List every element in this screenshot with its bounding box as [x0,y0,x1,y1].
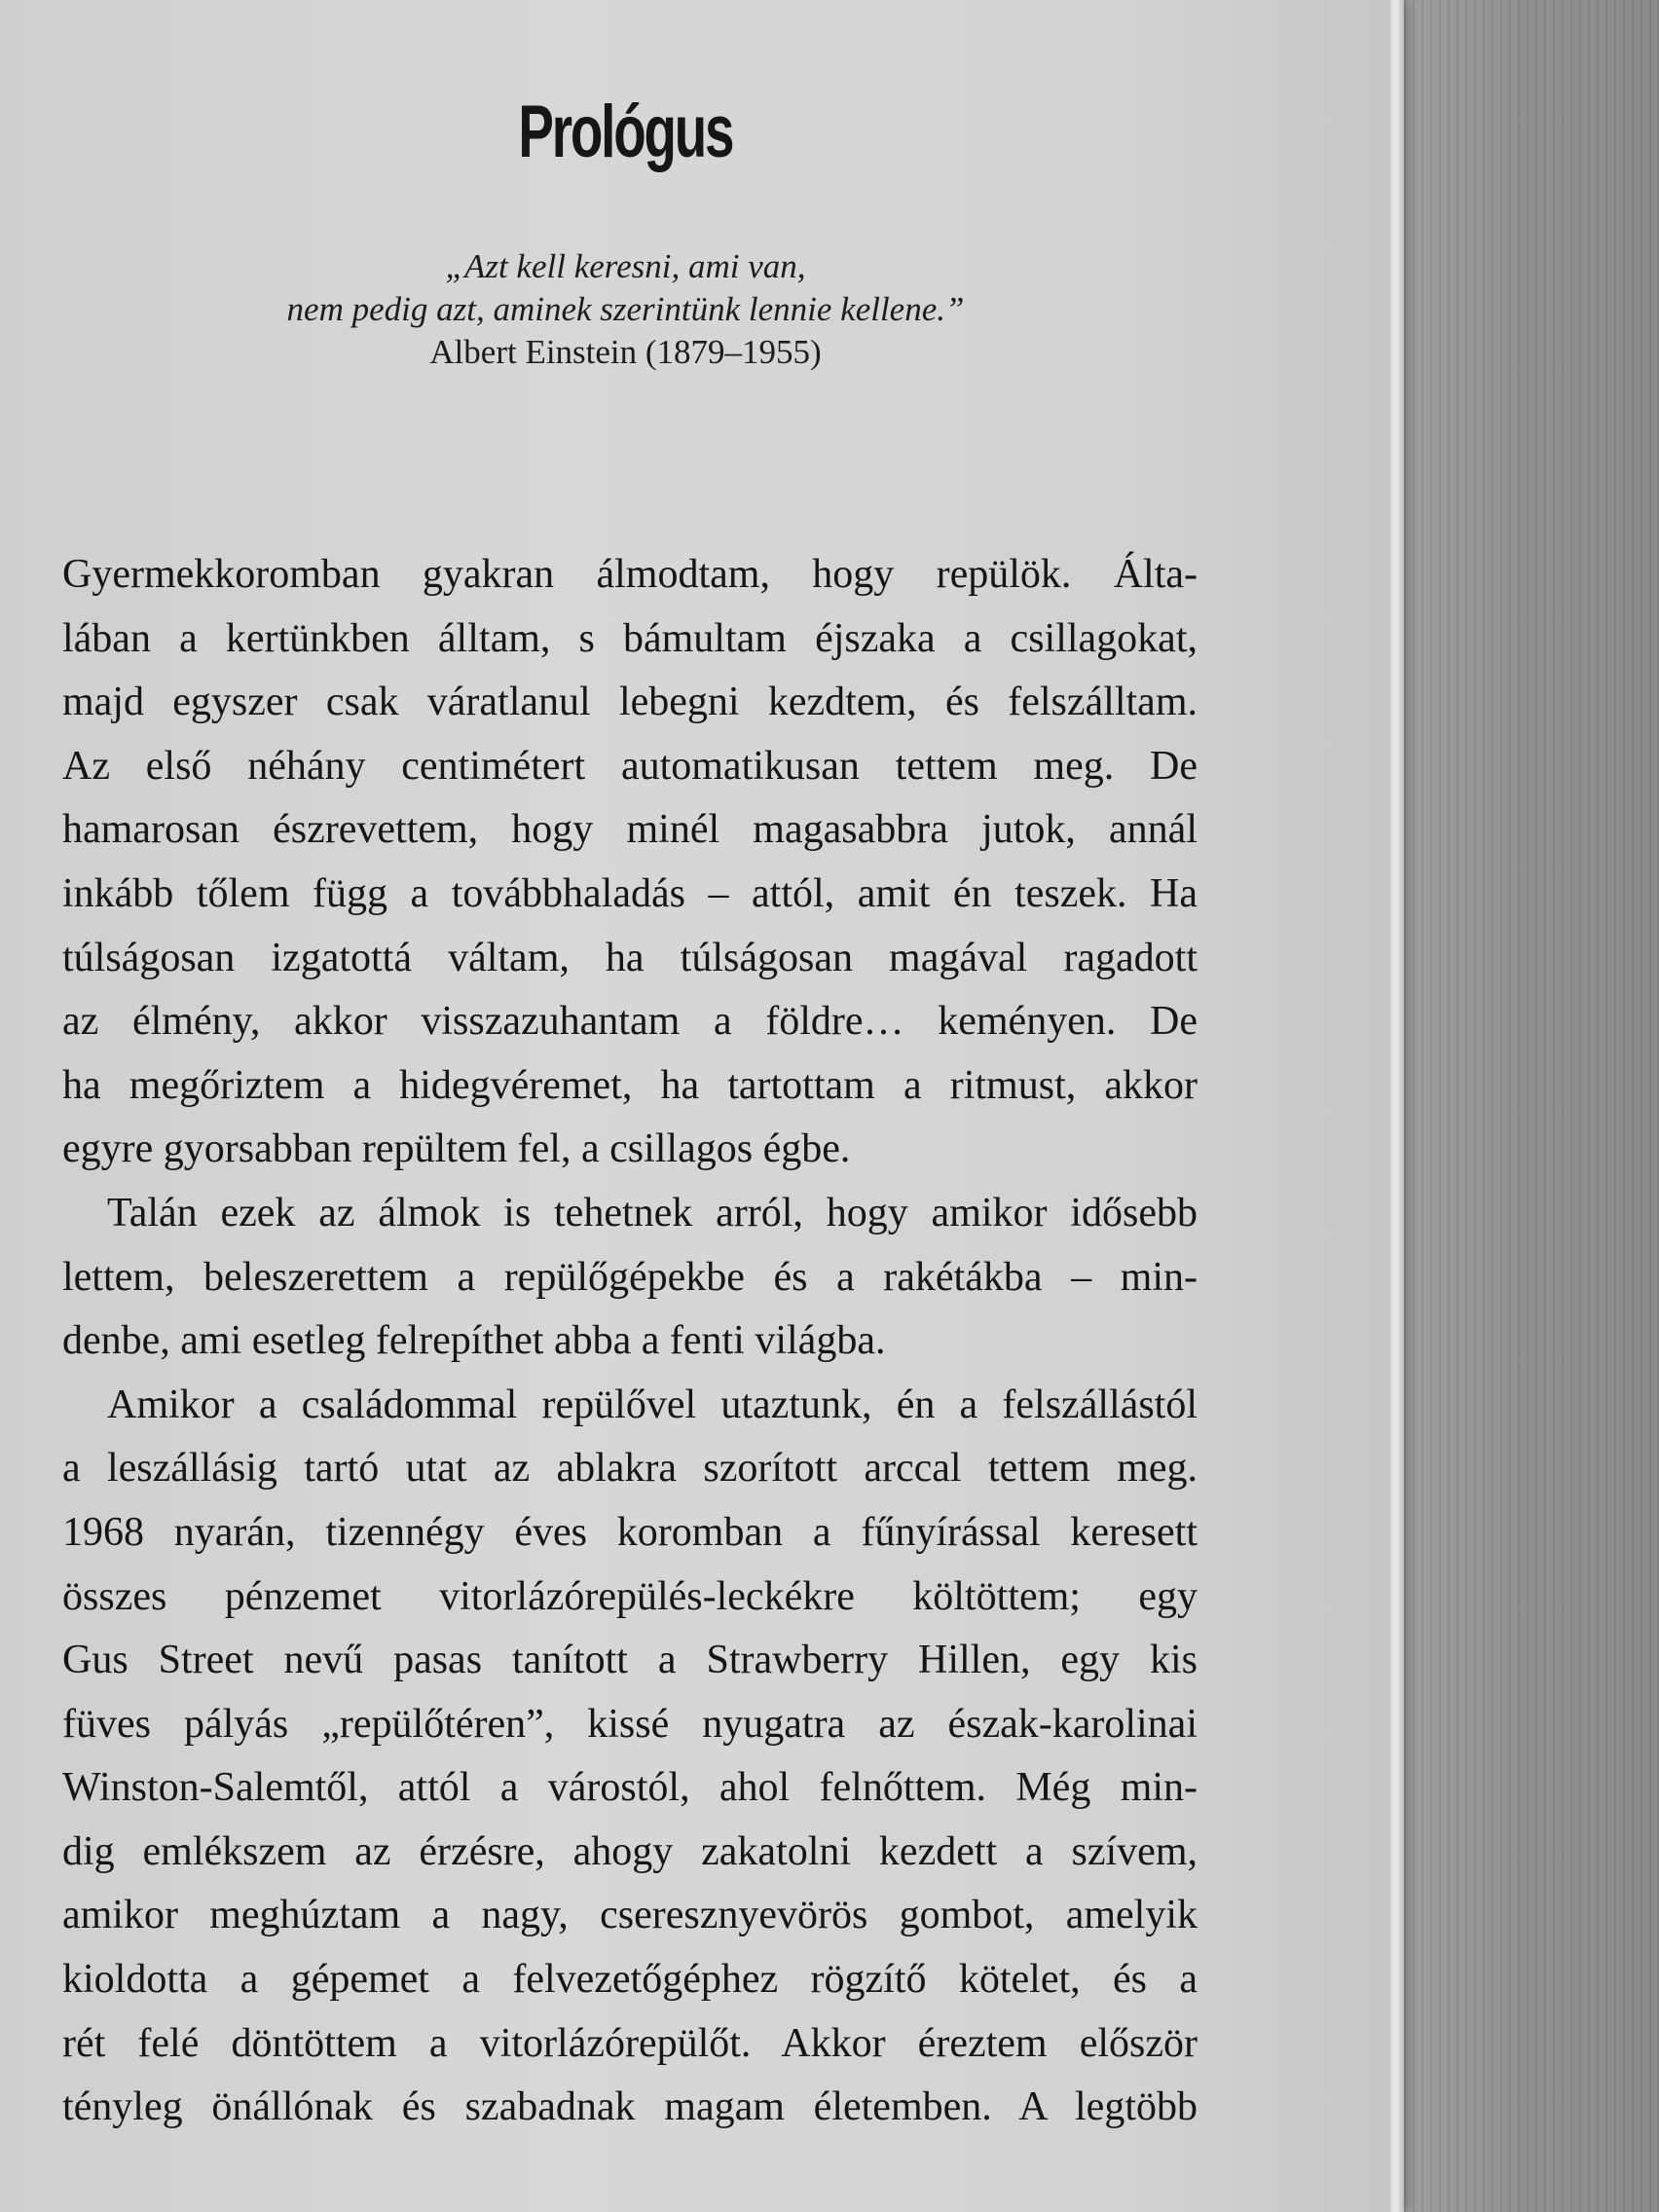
epigraph-quote-line-2: nem pedig azt, aminek szerintünk lennie kellene.” [286,290,965,328]
text-line: ha megőriztem a hidegvéremet, ha tartottam a ritmust, akkor [62,1062,1198,1108]
text-line: a leszállásig tartó utat az ablakra szorított arccal tettem meg. [62,1446,1198,1492]
text-line: inkább tőlem függ a továbbhaladás – attól, amit én teszek. Ha [62,870,1198,916]
text-line: Winston-Salemtől, attól a várostól, ahol felnőttem. Még min- [62,1765,1198,1811]
text-line: Gus Street nevű pasas tanított a Strawberry Hillen, egy kis [62,1638,1198,1683]
text-line: Talán ezek az álmok is tehetnek arról, hogy amikor idősebb [107,1190,1198,1235]
text-line: egyre gyorsabban repültem fel, a csillagos égbe. [62,1126,851,1172]
text-line: majd egyszer csak váratlanul lebegni kezdtem, és felszálltam. [62,680,1198,725]
text-line: Amikor a családommal repülővel utaztunk, én a felszállástól [107,1382,1198,1427]
text-line: rét felé döntöttem a vitorlázórepülőt. Akkor éreztem először [62,2020,1198,2066]
body-text [62,543,1198,2140]
background-surface [1404,0,1659,2212]
text-line: összes pénzemet vitorlázórepülés-leckékre költöttem; egy [62,1573,1198,1619]
text-line: dig emlékszem az érzésre, ahogy zakatolni kezdett a szívem, [62,1828,1198,1874]
text-line: lettem, beleszerettem a repülőgépekbe és a rakétákba – min- [62,1254,1198,1300]
text-line: Az első néhány centimétert automatikusan tettem meg. De [62,743,1198,789]
text-line: Gyermekkoromban gyakran álmodtam, hogy repülök. Álta- [62,552,1198,597]
page-edge [1390,0,1404,2212]
text-line: amikor meghúztam a nagy, cseresznyevörös gombot, amelyik [62,1893,1198,1938]
text-line: füves pályás „repülőtéren”, kissé nyugatra az észak-karolinai [62,1701,1198,1747]
text-line: túlságosan izgatottá váltam, ha túlságosan magával ragadott [62,935,1198,980]
text-line: az élmény, akkor visszazuhantam a földre… keményen. De [62,999,1198,1045]
text-line: denbe, ami esetleg felrepíthet abba a fenti világba. [62,1318,886,1364]
text-line: kioldotta a gépemet a felvezetőgéphez rögzítő kötelet, és a [62,1957,1198,2003]
epigraph-quote-line-1: „Azt kell keresni, ami van, [445,247,806,285]
text-line: lában a kertünkben álltam, s bámultam éjszaka a csillagokat, [62,615,1198,661]
epigraph [0,245,1251,374]
epigraph-attribution: Albert Einstein (1879–1955) [429,333,822,371]
text-line: 1968 nyarán, tizennégy éves koromban a fűnyírással keresett [62,1509,1198,1555]
chapter-title: Prológus [518,91,733,173]
text-line: tényleg önállónak és szabadnak magam életemben. A legtöbb [62,2084,1198,2130]
text-line: hamarosan észrevettem, hogy minél magasabbra jutok, annál [62,807,1198,853]
